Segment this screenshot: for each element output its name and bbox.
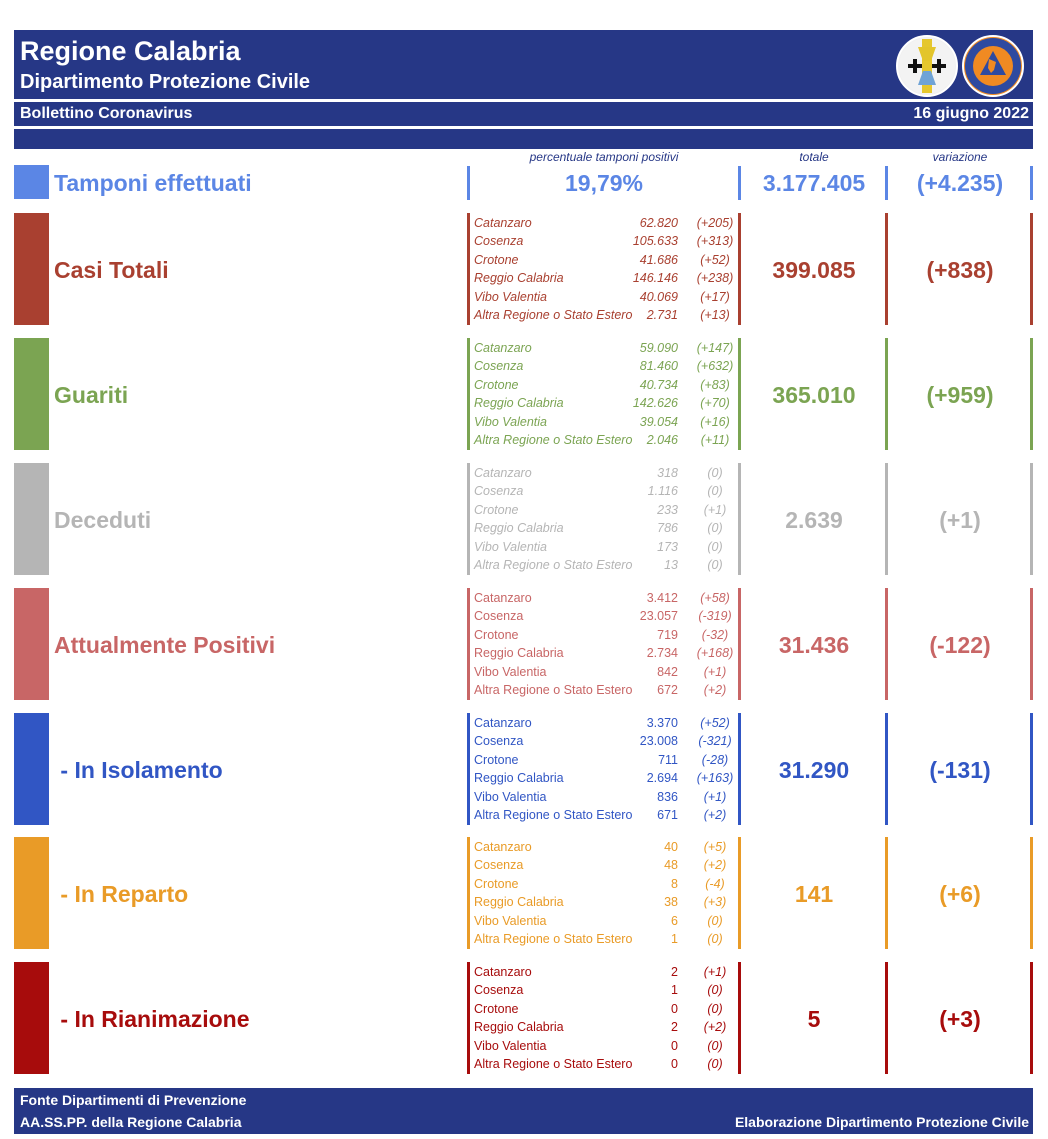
province-name: Altra Regione o Stato Estero [474, 932, 633, 946]
section-total: 31.290 [778, 757, 850, 783]
section-divider [885, 962, 888, 1074]
province-name: Reggio Calabria [474, 521, 564, 536]
section-divider [1030, 713, 1033, 825]
col-header-change: variazione [932, 150, 988, 164]
province-name: Cosenza [474, 734, 524, 749]
province-value: 40.734 [639, 377, 678, 392]
region-title: Regione Calabria [20, 36, 241, 66]
province-change: (0) [707, 932, 723, 946]
tamponi-label: Tamponi effettuati [54, 170, 252, 196]
section-divider [885, 213, 888, 325]
province-change: (+13) [700, 308, 730, 322]
footer-source: Fonte Dipartimenti di Prevenzione [20, 1092, 247, 1108]
province-change: (+313) [696, 234, 734, 249]
province-change: (+2) [703, 1020, 727, 1035]
province-name: Catanzaro [474, 466, 532, 480]
province-value: 40 [664, 840, 678, 854]
province-change: (0) [707, 484, 723, 499]
province-change: (+5) [703, 840, 727, 854]
province-value: 671 [657, 808, 678, 822]
province-value: 3.370 [646, 716, 678, 730]
section-swatch [14, 463, 49, 575]
province-name: Vibo Valentia [474, 664, 547, 679]
section-divider [1030, 588, 1033, 700]
province-change: (+1) [703, 965, 727, 979]
province-name: Crotone [474, 876, 519, 891]
province-change: (-28) [701, 752, 729, 767]
province-value: 711 [658, 752, 678, 767]
province-value: 105.633 [632, 234, 678, 249]
section-swatch [14, 588, 49, 700]
province-change: (-321) [698, 734, 732, 749]
province-value: 146.146 [632, 271, 678, 286]
section-divider [467, 713, 470, 825]
section-divider [467, 837, 470, 949]
province-change: (+2) [703, 683, 727, 697]
section-divider [885, 588, 888, 700]
section-divider [467, 588, 470, 700]
province-name: Crotone [474, 1001, 519, 1016]
province-name: Cosenza [474, 609, 524, 624]
section-label: Casi Totali [54, 257, 169, 283]
province-name: Vibo Valentia [474, 913, 547, 928]
province-value: 2.734 [646, 646, 678, 661]
province-change: (0) [707, 521, 723, 536]
province-change: (0) [707, 1001, 723, 1016]
section-divider [467, 962, 470, 1074]
section-divider [885, 463, 888, 575]
bulletin-date: 16 giugno 2022 [913, 105, 1029, 122]
province-name: Vibo Valentia [474, 289, 547, 304]
province-name: Vibo Valentia [474, 1038, 547, 1053]
province-change: (0) [707, 1038, 723, 1053]
province-change: (+163) [696, 771, 734, 786]
province-change: (0) [707, 539, 723, 554]
province-change: (-4) [705, 876, 725, 891]
tamponi-percent: 19,79% [564, 170, 643, 196]
province-value: 23.057 [639, 609, 678, 624]
section-change: (+3) [939, 1006, 981, 1032]
province-change: (-32) [701, 627, 729, 642]
section-divider [1030, 837, 1033, 949]
section-swatch [14, 837, 49, 949]
tamponi-swatch [14, 165, 49, 199]
province-name: Vibo Valentia [474, 539, 547, 554]
bulletin-title: Bollettino Coronavirus [20, 105, 193, 122]
section-label: - In Isolamento [54, 757, 223, 783]
section-total: 399.085 [772, 257, 856, 283]
province-value: 0 [671, 1038, 678, 1053]
province-change: (+70) [700, 396, 730, 411]
col-header-percent: percentuale tamponi positivi [529, 150, 679, 164]
section-swatch [14, 213, 49, 325]
footer-bar [14, 1088, 1033, 1134]
section-total: 2.639 [785, 507, 843, 533]
province-value: 2 [671, 965, 678, 979]
province-name: Catanzaro [474, 716, 532, 730]
province-value: 59.090 [639, 341, 678, 355]
footer-credit: Elaborazione Dipartimento Protezione Civile [734, 1114, 1029, 1130]
section-total: 31.436 [778, 632, 850, 658]
province-name: Cosenza [474, 983, 524, 998]
province-name: Altra Regione o Stato Estero [474, 433, 633, 447]
section-divider [885, 338, 888, 450]
province-value: 23.008 [639, 734, 678, 749]
province-name: Reggio Calabria [474, 771, 564, 786]
province-change: (+632) [696, 359, 734, 374]
province-change: (+238) [696, 271, 734, 286]
section-divider [1030, 213, 1033, 325]
section-swatch [14, 962, 49, 1074]
province-name: Catanzaro [474, 591, 532, 605]
province-value: 40.069 [639, 289, 678, 304]
section-divider [1030, 463, 1033, 575]
province-change: (0) [707, 1057, 723, 1071]
province-name: Catanzaro [474, 965, 532, 979]
province-value: 8 [671, 876, 678, 891]
section-change: (+6) [939, 881, 981, 907]
province-value: 3.412 [646, 591, 678, 605]
province-name: Catanzaro [474, 216, 532, 230]
province-name: Altra Regione o Stato Estero [474, 558, 633, 572]
province-change: (+205) [696, 216, 734, 230]
province-name: Vibo Valentia [474, 789, 547, 804]
section-label: - In Rianimazione [54, 1006, 250, 1032]
section-label: - In Reparto [54, 881, 189, 907]
province-value: 48 [664, 858, 678, 873]
province-change: (+1) [703, 789, 727, 804]
tamponi-divider [885, 166, 888, 200]
province-value: 1.116 [647, 484, 678, 499]
tamponi-change: (+4.235) [916, 170, 1004, 196]
province-name: Reggio Calabria [474, 646, 564, 661]
province-change: (+83) [700, 377, 730, 392]
province-change: (+2) [703, 808, 727, 822]
province-change: (+168) [696, 646, 734, 661]
province-value: 173 [657, 539, 678, 554]
province-value: 1 [671, 983, 678, 998]
province-name: Reggio Calabria [474, 895, 564, 910]
province-change: (+2) [703, 858, 727, 873]
province-value: 2.046 [646, 433, 678, 447]
province-value: 836 [657, 789, 678, 804]
province-change: (+52) [700, 716, 730, 730]
province-name: Crotone [474, 252, 519, 267]
footer-source-2: AA.SS.PP. della Regione Calabria [20, 1114, 242, 1130]
province-name: Vibo Valentia [474, 414, 547, 429]
header-banner [14, 30, 1033, 99]
section-divider [467, 338, 470, 450]
province-value: 142.626 [632, 396, 678, 411]
section-label: Deceduti [54, 507, 152, 533]
province-value: 39.054 [639, 414, 678, 429]
department-subtitle: Dipartimento Protezione Civile [20, 71, 311, 93]
tamponi-total: 3.177.405 [762, 170, 866, 196]
province-change: (+17) [700, 289, 730, 304]
province-value: 842 [657, 664, 678, 679]
province-value: 0 [671, 1001, 678, 1016]
province-value: 1 [671, 932, 678, 946]
province-change: (+52) [700, 252, 730, 267]
province-name: Cosenza [474, 234, 524, 249]
section-divider [1030, 962, 1033, 1074]
section-change: (+959) [926, 382, 994, 408]
province-value: 2 [671, 1020, 678, 1035]
province-name: Altra Regione o Stato Estero [474, 1057, 633, 1071]
section-swatch [14, 338, 49, 450]
province-name: Crotone [474, 752, 519, 767]
col-header-total: totale [799, 150, 829, 164]
section-total: 365.010 [772, 382, 856, 408]
province-name: Catanzaro [474, 341, 532, 355]
province-name: Reggio Calabria [474, 396, 564, 411]
section-change: (+1) [939, 507, 981, 533]
province-name: Reggio Calabria [474, 271, 564, 286]
divider-bar [14, 129, 1033, 149]
province-change: (+3) [703, 895, 727, 910]
province-value: 41.686 [639, 252, 678, 267]
section-total: 5 [807, 1006, 821, 1032]
section-divider [885, 713, 888, 825]
province-change: (+58) [700, 591, 730, 605]
section-divider [467, 463, 470, 575]
province-name: Altra Regione o Stato Estero [474, 808, 633, 822]
province-value: 786 [657, 521, 678, 536]
province-change: (0) [707, 913, 723, 928]
section-change: (-131) [929, 757, 991, 783]
section-divider [467, 213, 470, 325]
province-value: 81.460 [639, 359, 678, 374]
province-value: 318 [657, 466, 678, 480]
province-name: Crotone [474, 502, 519, 517]
section-total: 141 [794, 881, 834, 907]
section-swatch [14, 713, 49, 825]
province-name: Altra Regione o Stato Estero [474, 683, 633, 697]
province-value: 62.820 [639, 216, 678, 230]
province-value: 2.694 [646, 771, 678, 786]
tamponi-divider [1030, 166, 1033, 200]
section-label: Attualmente Positivi [54, 632, 276, 658]
bulletin-bar [14, 102, 1033, 126]
protezione-civile-logo-icon [962, 35, 1024, 97]
province-value: 719 [657, 627, 678, 642]
province-change: (+11) [700, 433, 730, 447]
province-name: Catanzaro [474, 840, 532, 854]
province-change: (0) [707, 466, 723, 480]
province-value: 6 [671, 913, 678, 928]
province-value: 0 [671, 1057, 678, 1071]
province-change: (0) [707, 983, 723, 998]
province-change: (+1) [703, 664, 727, 679]
province-value: 672 [657, 683, 678, 697]
province-name: Crotone [474, 627, 519, 642]
province-value: 2.731 [646, 308, 678, 322]
province-name: Cosenza [474, 858, 524, 873]
province-change: (+1) [703, 502, 727, 517]
province-change: (-319) [698, 609, 732, 624]
province-change: (+147) [696, 341, 734, 355]
section-change: (+838) [926, 257, 994, 283]
province-change: (0) [707, 558, 723, 572]
calabria-coat-of-arms-icon [896, 35, 958, 97]
province-name: Cosenza [474, 359, 524, 374]
tamponi-divider [738, 166, 741, 200]
province-change: (+16) [700, 414, 730, 429]
province-value: 38 [664, 895, 678, 910]
province-name: Altra Regione o Stato Estero [474, 308, 633, 322]
province-name: Reggio Calabria [474, 1020, 564, 1035]
province-name: Crotone [474, 377, 519, 392]
province-value: 13 [664, 558, 678, 572]
section-label: Guariti [54, 382, 129, 408]
section-divider [1030, 338, 1033, 450]
section-divider [885, 837, 888, 949]
section-change: (-122) [929, 632, 991, 658]
province-name: Cosenza [474, 484, 524, 499]
province-value: 233 [657, 502, 678, 517]
